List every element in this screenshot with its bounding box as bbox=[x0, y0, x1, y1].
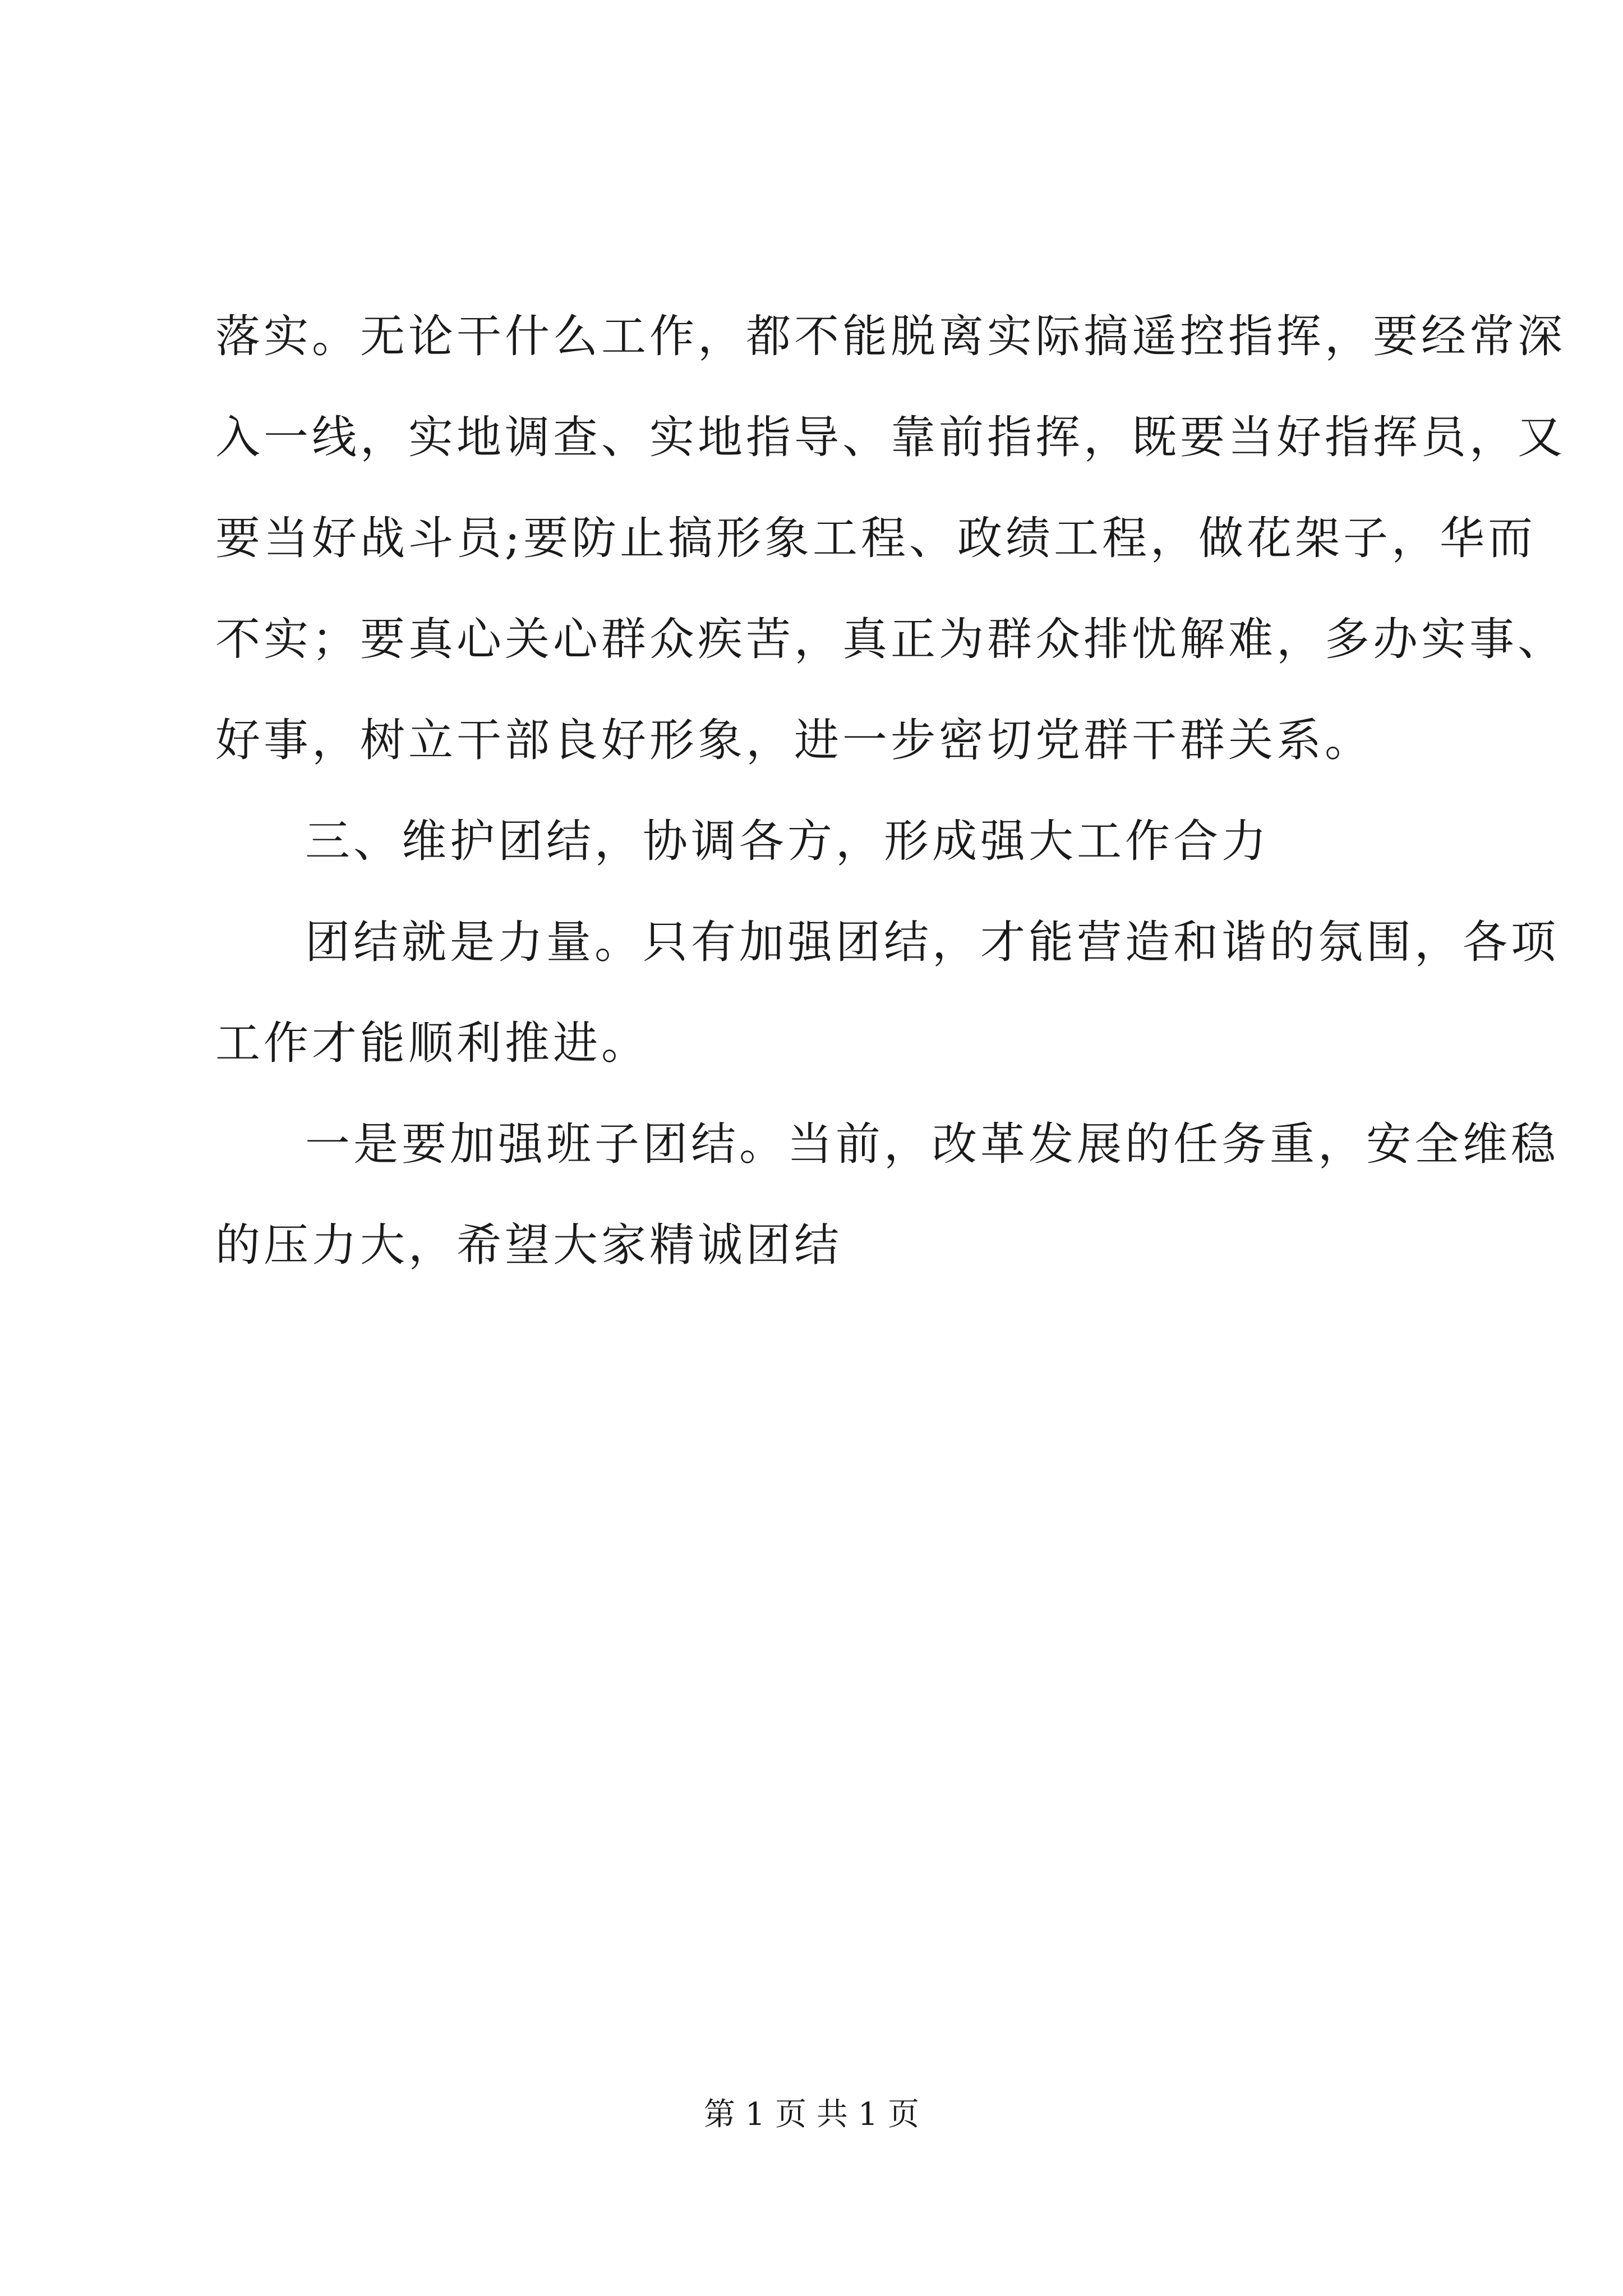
text-line: 一是要加强班子团结。当前，改革发展的任务重，安全维稳 bbox=[305, 1118, 1559, 1170]
page-footer: 第 1 页 共 1 页 bbox=[703, 2096, 920, 2133]
text-line: 工作才能顺利推进。 bbox=[215, 1017, 649, 1069]
section-heading: 三、维护团结，协调各方，形成强大工作合力 bbox=[305, 815, 1270, 867]
text-line: 的压力大，希望大家精诚团结 bbox=[215, 1219, 842, 1271]
text-line: 入一线，实地调查、实地指导、靠前指挥，既要当好指挥员，又 bbox=[215, 411, 1566, 463]
text-line: 好事，树立干部良好形象，进一步密切党群干群关系。 bbox=[215, 714, 1373, 766]
text-line: 要当好战斗员;要防止搞形象工程、政绩工程，做花架子，华而 bbox=[215, 512, 1536, 564]
text-line: 不实；要真心关心群众疾苦，真正为群众排忧解难，多办实事、 bbox=[215, 613, 1566, 665]
text-line: 团结就是力量。只有加强团结，才能营造和谐的氛围，各项 bbox=[305, 916, 1559, 968]
text-line: 落实。无论干什么工作，都不能脱离实际搞遥控指挥，要经常深 bbox=[215, 310, 1566, 362]
